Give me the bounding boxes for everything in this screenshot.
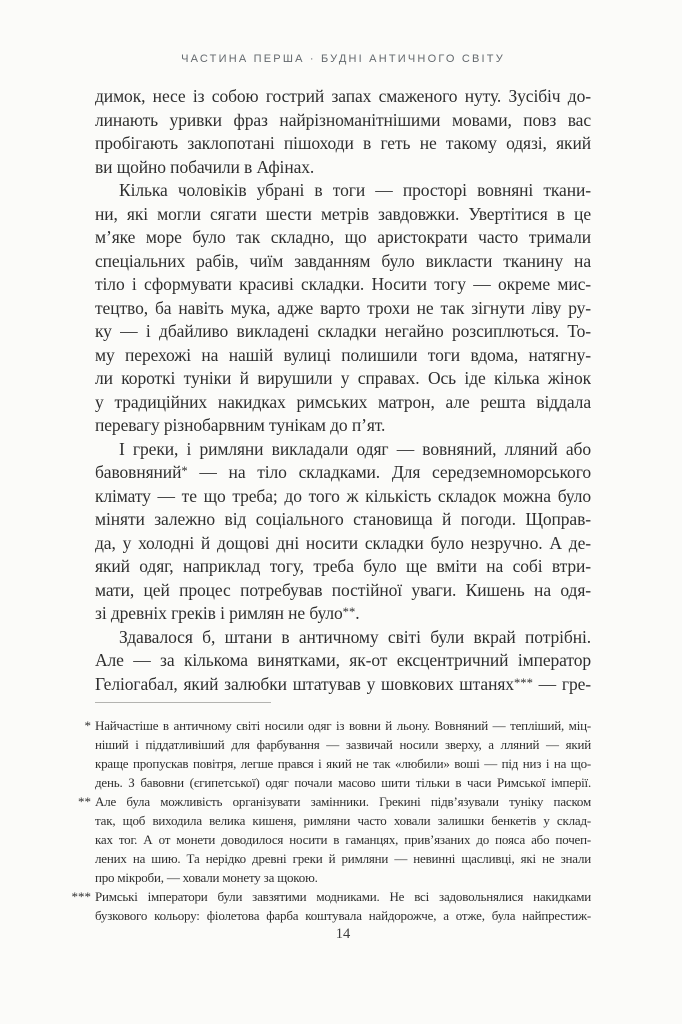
text-line: пробігають заклопотані пішоходи в геть не такому одязі, який [95,133,591,153]
text-line: м’яке море було так складно, що аристократи часто тримали [95,227,591,247]
text-line: бавовняний* — на тіло складками. Для середземноморського [95,462,591,482]
footnote-line: так, щоб виходила велика кишеня, римляни часто ховали залишки бенкетів у склад- [95,813,591,828]
text-line: Але — за кількома винятками, як-от ексцентричний імператор [95,650,591,670]
running-header: ЧАСТИНА ПЕРША · БУДНІ АНТИЧНОГО СВІТУ [181,53,505,65]
text-line: І греки, і римляни викладали одяг — вовняний, лляний або [119,438,591,459]
text-line: Геліогабал, який залюбки штатував у шовкових штанях*** — гре- [95,673,591,694]
text-line: клімату — те що треба; до того ж кількість складок можна було [95,485,591,506]
page-number: 14 [335,926,351,942]
text-line: димок, несе із собою гострий запах смаженого нуту. Зусібіч до- [95,86,591,106]
text-line: міняти залежно від соціального становища й погоди. Щоправ- [95,509,591,529]
text-line: мати, цей процес потребував постійної уваги. Кишень на одя- [95,579,591,600]
text-line: ли короткі туніки й вирушили у справах. Ось іде кілька жінок [95,368,591,388]
footnote-separator [95,702,271,703]
text-line: ни, які могли сягати шести метрів завдовжки. Увертітися в це [95,203,591,224]
text-line: у традиційних накидках римських матрон, але решта віддала [95,391,591,412]
footnote-line: краще пропускав повітря, легше прався і який не так «любили» воші — під низ і на що- [95,756,591,771]
footnote-marker: ** [78,794,91,809]
footnote-reference: *** [513,675,533,690]
footnote-line: Найчастіше в античному світі носили одяг із вовни й льону. Вовняний — тепліший, міц- [95,718,591,733]
footnote-line: Римські імператори були завзятими модниками. Не всі задовольнялися накидками [95,889,591,904]
footnote-line: ніший і піддатливіший для фарбування — зазвичай носили зверху, а лляний — який [95,737,591,752]
footnotes [71,716,591,925]
paragraph [95,85,591,179]
footnote [84,716,591,792]
text-line: тецтво, ба навіть мука, адже варто трохи не так зігнути ліву ру- [95,297,591,318]
footnote [71,887,591,925]
footnote-line: про мікроби, — ховали монету за щокою. [95,870,318,885]
body-text [95,85,591,696]
text-line: який одяг, наприклад тогу, треба було ще вміти на собі втри- [95,556,591,576]
text-line: тіло і сформувати красиві складки. Носити тогу — окреме мис- [95,274,591,294]
text-line: Кілька чоловіків убрані в тоги — просторі вовняні ткани- [119,180,591,200]
paragraph [95,626,591,697]
text-line: ку — і дбайливо викладені складки негайно розсиплються. То- [95,321,591,341]
text-line: линають уривки фраз найрізноманітнішими мовами, повз вас [95,109,591,130]
text-line: да, у холодні й дощові дні носити складки було незручно. А де- [95,532,591,553]
footnote-reference: ** [342,604,356,619]
paragraph [95,179,591,438]
footnote-line: день. З бавовни (єгипетської) одяг почали масово шити тільки в часи Римської імперії. [95,775,591,790]
text-line: му перехожі на нашій вулиці полишили тоги вдома, натягну- [95,344,591,365]
paragraph [95,438,591,626]
footnote-line: Але була можливість організувати замінники. Грекині підв’язували туніку паском [95,794,591,809]
footnote-marker: *** [71,889,91,904]
footnote-marker: * [84,718,91,733]
text-line: ви щойно побачили в Афінах. [95,156,315,177]
text-line: зі древніх греків і римлян не було**. [95,603,360,623]
footnote [78,792,591,887]
footnote-line: лених на шию. Та нерідко древні греки й римляни — невинні щасливці, які не знали [95,851,591,866]
footnote-reference: * [181,463,188,478]
footnote-line: бузкового кольору: фіолетова фарба коштувала найдорожче, а отже, була найпрестиж- [95,908,591,923]
text-line: перевагу різнобарвним тунікам до п’ят. [95,415,386,435]
footnote-line: ках тог. А от монети доводилося носити в гаманцях, прив’язаних до пояса або почеп- [95,832,591,847]
text-line: спеціальних рабів, чиїм завданням було викласти тканину на [95,250,591,271]
text-line: Здавалося б, штани в античному світі були вкрай потрібні. [119,626,591,647]
